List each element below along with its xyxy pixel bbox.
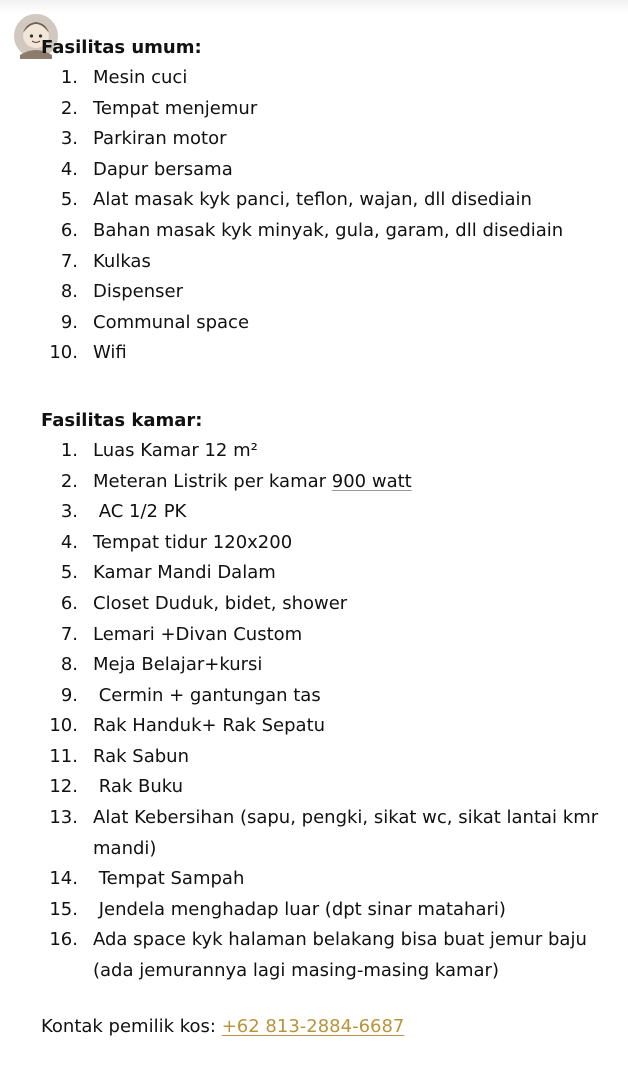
spacer bbox=[41, 369, 611, 406]
list-item: 4. Dapur bersama bbox=[60, 158, 233, 180]
list-fasilitas-kamar bbox=[41, 436, 611, 987]
list-item: 10. Wifi bbox=[49, 342, 127, 364]
list-item: 9. Cermin + gantungan tas bbox=[60, 684, 321, 706]
phone-link[interactable]: +62 813-2884-6687 bbox=[221, 1015, 405, 1037]
section-title-umum: Fasilitas umum: bbox=[41, 37, 202, 58]
contact-label: Kontak pemilik kos: bbox=[41, 1015, 222, 1037]
contact-line bbox=[41, 1012, 611, 1042]
list-item: 3. AC 1/2 PK bbox=[60, 501, 187, 523]
facility-document bbox=[41, 33, 611, 1042]
list-item: 9. Communal space bbox=[60, 311, 250, 333]
section-title-kamar: Fasilitas kamar: bbox=[41, 409, 203, 431]
list-item: 5. Kamar Mandi Dalam bbox=[60, 562, 276, 584]
list-item: 15. Jendela menghadap luar (dpt sinar matahari) bbox=[49, 898, 506, 920]
list-item: 6. Bahan masak kyk minyak, gula, garam, dll disediain bbox=[60, 219, 564, 241]
list-item: 2. Meteran Listrik per kamar 900 watt bbox=[60, 470, 412, 492]
list-item: 14. Tempat Sampah bbox=[49, 868, 245, 890]
list-item: 10. Rak Handuk+ Rak Sepatu bbox=[49, 715, 326, 737]
list-item: 3. Parkiran motor bbox=[60, 128, 227, 150]
list-item: 7. Lemari +Divan Custom bbox=[60, 623, 303, 645]
list-item: 2. Tempat menjemur bbox=[60, 97, 258, 119]
top-shadow bbox=[0, 0, 628, 14]
underlined-wattage: 900 watt bbox=[331, 470, 412, 492]
list-item: 12. Rak Buku bbox=[49, 776, 184, 798]
list-item: 11. Rak Sabun bbox=[49, 745, 189, 767]
list-item: 8. Meja Belajar+kursi bbox=[60, 654, 263, 676]
list-item: 13. Alat Kebersihan (sapu, pengki, sikat wc, sikat lantai kmr mandi) bbox=[49, 807, 599, 859]
list-fasilitas-umum bbox=[41, 63, 611, 369]
list-item: 6. Closet Duduk, bidet, shower bbox=[60, 592, 348, 614]
list-item: 4. Tempat tidur 120x200 bbox=[60, 531, 293, 553]
list-item: 7. Kulkas bbox=[60, 250, 151, 272]
list-item: 8. Dispenser bbox=[60, 281, 183, 303]
list-item: 16. Ada space kyk halaman belakang bisa buat jemur baju (ada jemurannya lagi masing-masing kamar) bbox=[49, 929, 587, 982]
list-item: 5. Alat masak kyk panci, teflon, wajan, dll disediain bbox=[60, 189, 532, 211]
list-item: 1. Luas Kamar 12 m² bbox=[60, 439, 258, 461]
spacer bbox=[41, 987, 611, 1012]
list-item: 1. Mesin cuci bbox=[60, 67, 188, 88]
